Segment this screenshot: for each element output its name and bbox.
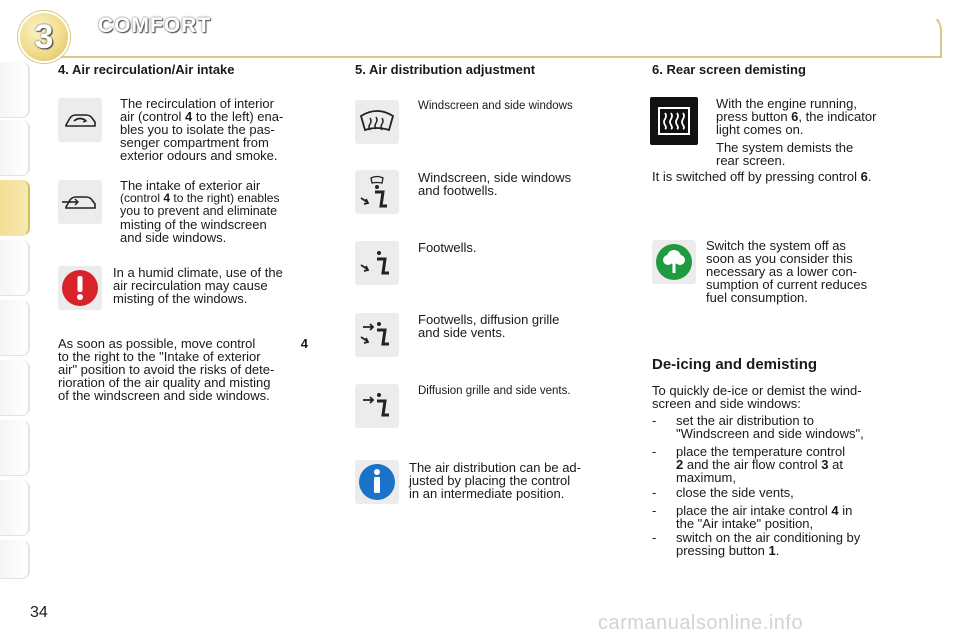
- chapter-tab-active[interactable]: [0, 180, 30, 236]
- chapter-number: 3: [34, 18, 54, 56]
- air-intake-text: The intake of exterior air (control 4 to the right) enables you to prevent and eliminate misting of the windscreen and side windows.: [120, 178, 280, 245]
- footwell-vent-icon: [355, 313, 399, 357]
- option-windscreen-side-windows: Windscreen and side windows: [418, 100, 573, 112]
- chapter-tab[interactable]: [0, 480, 30, 536]
- switch-off-text: It is switched off by pressing control 6.: [652, 169, 872, 184]
- page-title: COMFORT: [98, 14, 212, 37]
- option-footwells: Footwells.: [418, 240, 477, 255]
- chapter-tab[interactable]: [0, 62, 30, 118]
- chapter-tab[interactable]: [0, 120, 30, 176]
- option-diffusion-side-vents: Diffusion grille and side vents.: [418, 385, 571, 397]
- section-heading-recirculation: 4. Air recirculation/Air intake: [58, 62, 235, 77]
- option-footwells-diffusion: Footwells, diffusion grille and side vents.: [418, 312, 560, 340]
- recirculation-icon: [58, 98, 102, 142]
- watermark: carmanualsonline.info: [598, 612, 804, 634]
- rear-demist-text-2: The system demists the rear screen.: [716, 140, 854, 168]
- option-windscreen-footwells: Windscreen, side windows and footwells.: [418, 170, 572, 198]
- rear-demist-text: With the engine running, press button 6, the indicator light comes on.: [716, 96, 877, 137]
- chapter-tabs: [0, 62, 32, 578]
- deicing-steps: - set the air distribution to "Windscreen and side windows", - place the temperature control 2 and the air flow control 3 at maximum, - close the side vents, - place the air intake control 4 in the "Air intake" position, - switch on the air conditioning by pressing button 1.: [652, 413, 864, 558]
- info-text: The air distribution can be ad- justed by placing the control in an intermediate position.: [409, 460, 581, 501]
- humid-warning-text: In a humid climate, use of the air recirculation may cause misting of the windows.: [113, 265, 283, 306]
- chapter-tab[interactable]: [0, 540, 30, 579]
- windscreen-footwell-icon: [355, 170, 399, 214]
- intake-advice-text: As soon as possible, move control 4 to the right to the "Intake of exterior air" position to avoid the risks of dete- rioration of the air quality and misting of the windscreen and side windows.: [58, 336, 308, 403]
- eco-advice-text: Switch the system off as soon as you consider this necessary as a lower con- sumption of current reduces fuel consumption.: [706, 238, 868, 305]
- chapter-tab[interactable]: [0, 240, 30, 296]
- warning-icon: [58, 266, 102, 310]
- diffusion-vent-icon: [355, 384, 399, 428]
- footwell-icon: [355, 241, 399, 285]
- page-number: 34: [30, 604, 48, 621]
- info-icon: [355, 460, 399, 504]
- section-heading-air-distribution: 5. Air distribution adjustment: [355, 62, 536, 77]
- deicing-heading: De-icing and demisting: [652, 356, 818, 373]
- air-intake-icon: [58, 180, 102, 224]
- windscreen-demist-icon: [355, 100, 399, 144]
- eco-tree-icon: [652, 240, 696, 284]
- rear-demist-button-icon: [650, 97, 698, 145]
- section-heading-rear-demisting: 6. Rear screen demisting: [652, 62, 806, 77]
- recirculation-text: The recirculation of interior air (control 4 to the left) ena- bles you to isolate the pas- senger compartment from exterior odours and smoke.: [120, 96, 284, 163]
- chapter-tab[interactable]: [0, 420, 30, 476]
- chapter-tab[interactable]: [0, 300, 30, 356]
- chapter-tab[interactable]: [0, 360, 30, 416]
- deicing-intro: To quickly de-ice or demist the wind- screen and side windows:: [652, 383, 862, 411]
